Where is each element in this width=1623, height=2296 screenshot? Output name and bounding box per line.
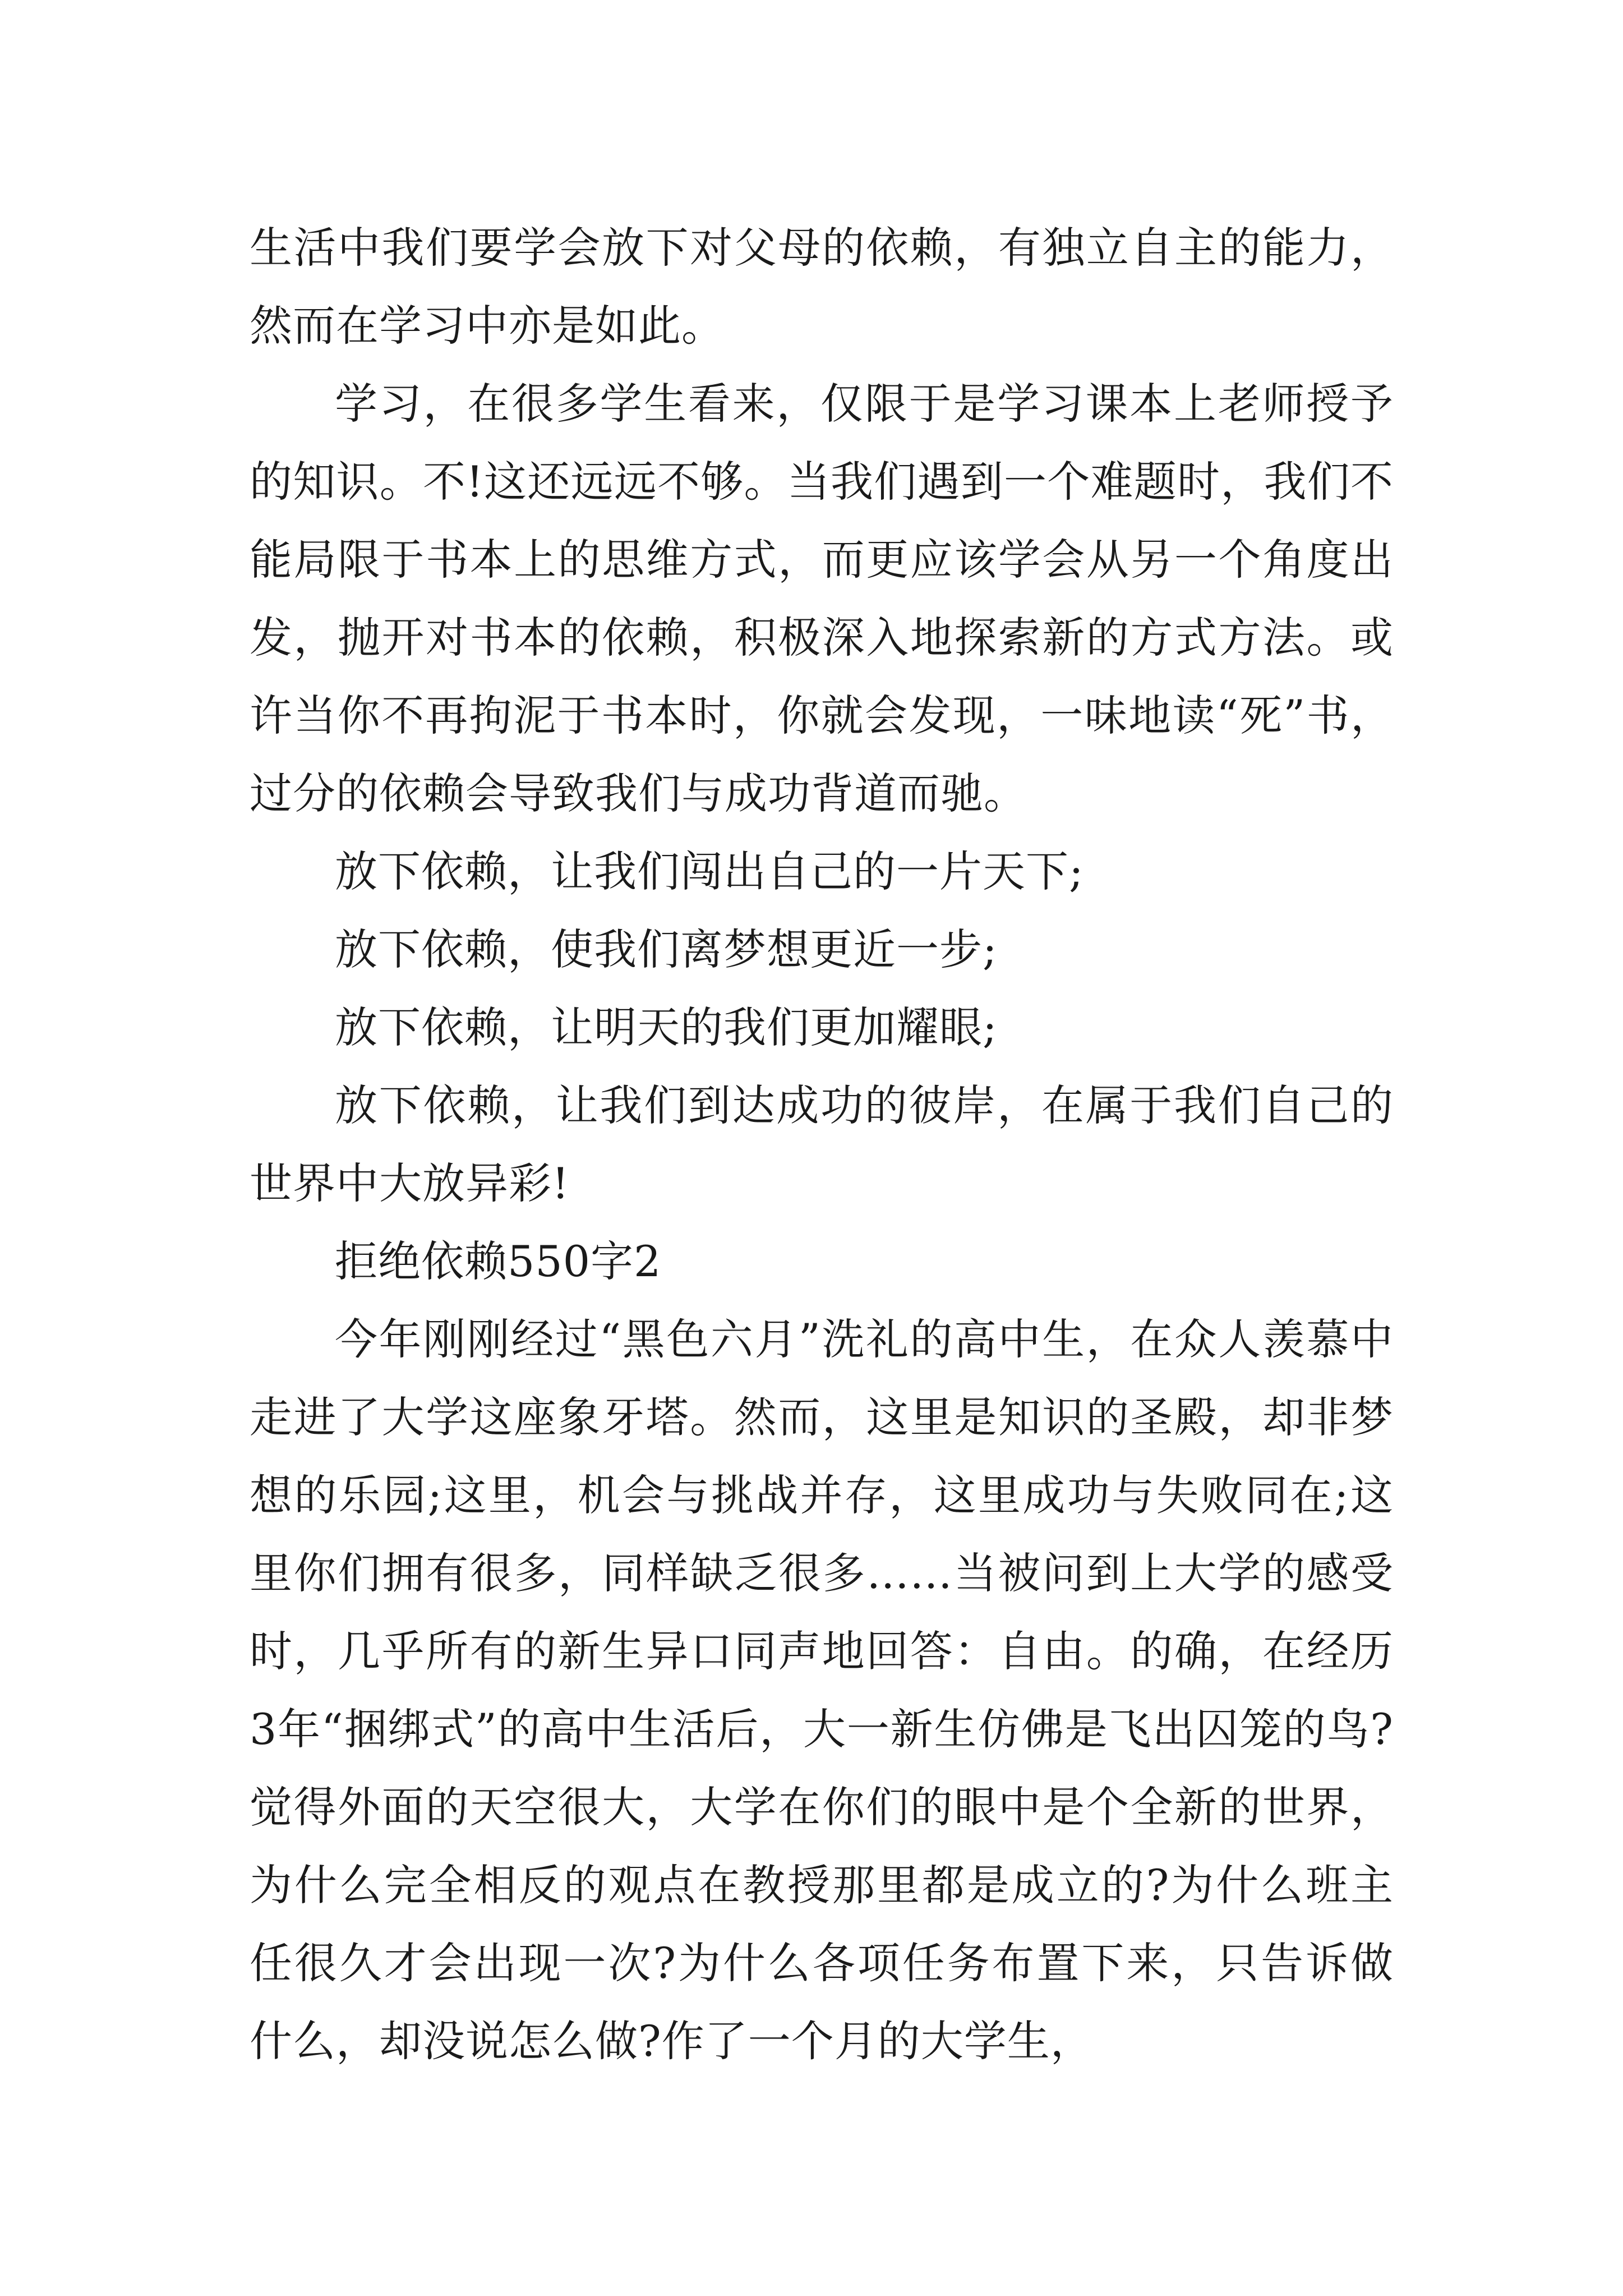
section-heading: 拒绝依赖550字2 <box>335 1236 662 1286</box>
slogan-line: 放下依赖，让我们到达成功的彼岸，在属于我们自己的世界中大放异彩! <box>250 1080 1394 1208</box>
paragraph-intro: 生活中我们要学会放下对父母的依赖，有独立自主的能力，然而在学习中亦是如此。 <box>250 223 1394 351</box>
slogan-line: 放下依赖，让我们闯出自己的一片天下; <box>335 846 1084 896</box>
paragraph-learning: 学习，在很多学生看来，仅限于是学习课本上老师授予的知识。不!这还远远不够。当我们遇到一个难题时，我们不能局限于书本上的思维方式，而更应该学会从另一个角度出发，抛开对书本的依赖，积极深入地探索新的方式方法。或许当你不再拘泥于书本时，你就会发现，一味地读“死”书，过分的依赖会导致我们与成功背道而驰。 <box>250 379 1394 818</box>
document-page <box>250 209 1394 2080</box>
slogan-line: 放下依赖，让明天的我们更加耀眼; <box>335 1002 998 1052</box>
slogan-line: 放下依赖，使我们离梦想更近一步; <box>335 924 998 974</box>
paragraph-section-body: 今年刚刚经过“黑色六月”洗礼的高中生，在众人羡慕中走进了大学这座象牙塔。然而，这里是知识的圣殿，却非梦想的乐园;这里，机会与挑战并存，这里成功与失败同在;这里你们拥有很多，同样缺乏很多……当被问到上大学的感受时，几乎所有的新生异口同声地回答：自由。的确，在经历3年“捆绑式”的高中生活后，大一新生仿佛是飞出囚笼的鸟?觉得外面的天空很大，大学在你们的眼中是个全新的世界，为什么完全相反的观点在教授那里都是成立的?为什么班主任很久才会出现一次?为什么各项任务布置下来，只告诉做什么，却没说怎么做?作了一个月的大学生， <box>250 1314 1394 2066</box>
